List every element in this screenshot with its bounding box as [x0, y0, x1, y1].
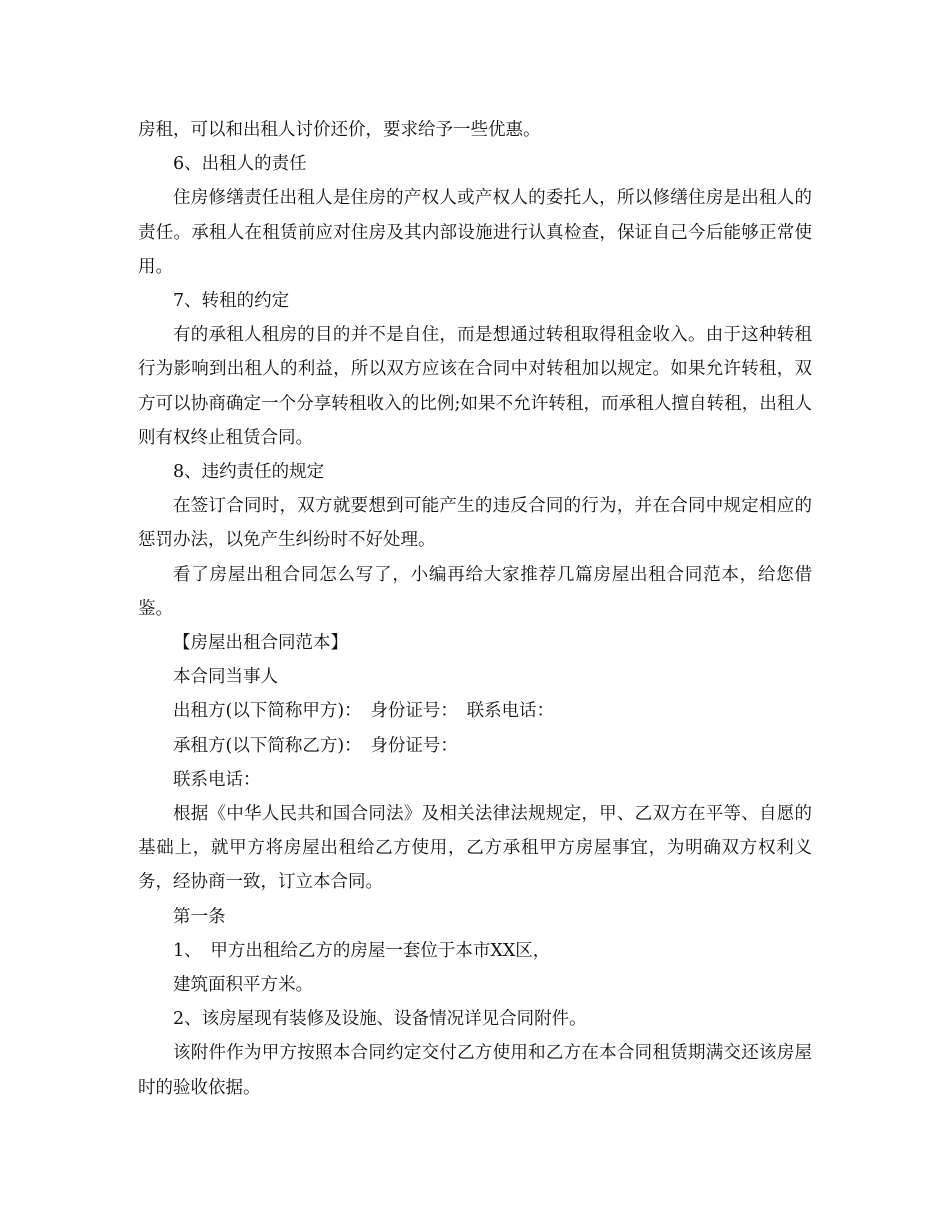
section-heading-7: 7、转租的约定: [173, 291, 290, 312]
document-body: [138, 113, 812, 1105]
clause-1: 1、 甲方出租给乙方的房屋一套位于本市XX区，: [173, 940, 551, 961]
section-heading-8: 8、违约责任的规定: [173, 462, 325, 483]
paragraph-sublease: 有的承租人租房的目的并不是自住，而是想通过转租取得租金收入。由于这种转租行为影响到出租人的利益，所以双方应该在合同中对转租加以规定。如果允许转租，双方可以协商确定一个分享转租收入的比例;如果不允许转租，而承租人擅自转租，出租人则有权终止租赁合同。: [138, 325, 812, 448]
lessee-phone-line: 联系电话：: [173, 769, 261, 790]
article-one-heading: 第一条: [173, 906, 226, 927]
paragraph-breach: 在签订合同时，双方就要想到可能产生的违反合同的行为，并在合同中规定相应的惩罚办法，以免产生纠纷时不好处理。: [138, 496, 812, 551]
clause-2: 2、该房屋现有装修及设施、设备情况详见合同附件。: [173, 1009, 587, 1030]
paragraph-repair-responsibility: 住房修缮责任出租人是住房的产权人或产权人的委托人，所以修缮住房是出租人的责任。承租人在租赁前应对住房及其内部设施进行认真检查，保证自己今后能够正常使用。: [138, 188, 812, 277]
paragraph-legal-basis: 根据《中华人民共和国合同法》及相关法律法规规定，甲、乙双方在平等、自愿的基础上，就甲方将房屋出租给乙方使用，乙方承租甲方房屋事宜，为明确双方权利义务，经协商一致，订立本合同。: [138, 804, 812, 893]
lessor-line: 出租方(以下简称甲方)： 身份证号： 联系电话：: [173, 701, 555, 722]
template-title: 【房屋出租合同范本】: [173, 633, 348, 654]
parties-heading: 本合同当事人: [173, 667, 278, 688]
clause-2-appendix: 该附件作为甲方按照本合同约定交付乙方使用和乙方在本合同租赁期满交还该房屋时的验收依据。: [138, 1043, 812, 1098]
paragraph-recommendation: 看了房屋出租合同怎么写了，小编再给大家推荐几篇房屋出租合同范本，给您借鉴。: [138, 564, 812, 619]
paragraph-1: 房租，可以和出租人讨价还价，要求给予一些优惠。: [138, 120, 541, 140]
clause-1-area: 建筑面积平方米。: [173, 975, 313, 996]
section-heading-6: 6、出租人的责任: [173, 154, 307, 175]
lessee-line: 承租方(以下简称乙方)： 身份证号：: [173, 735, 458, 756]
